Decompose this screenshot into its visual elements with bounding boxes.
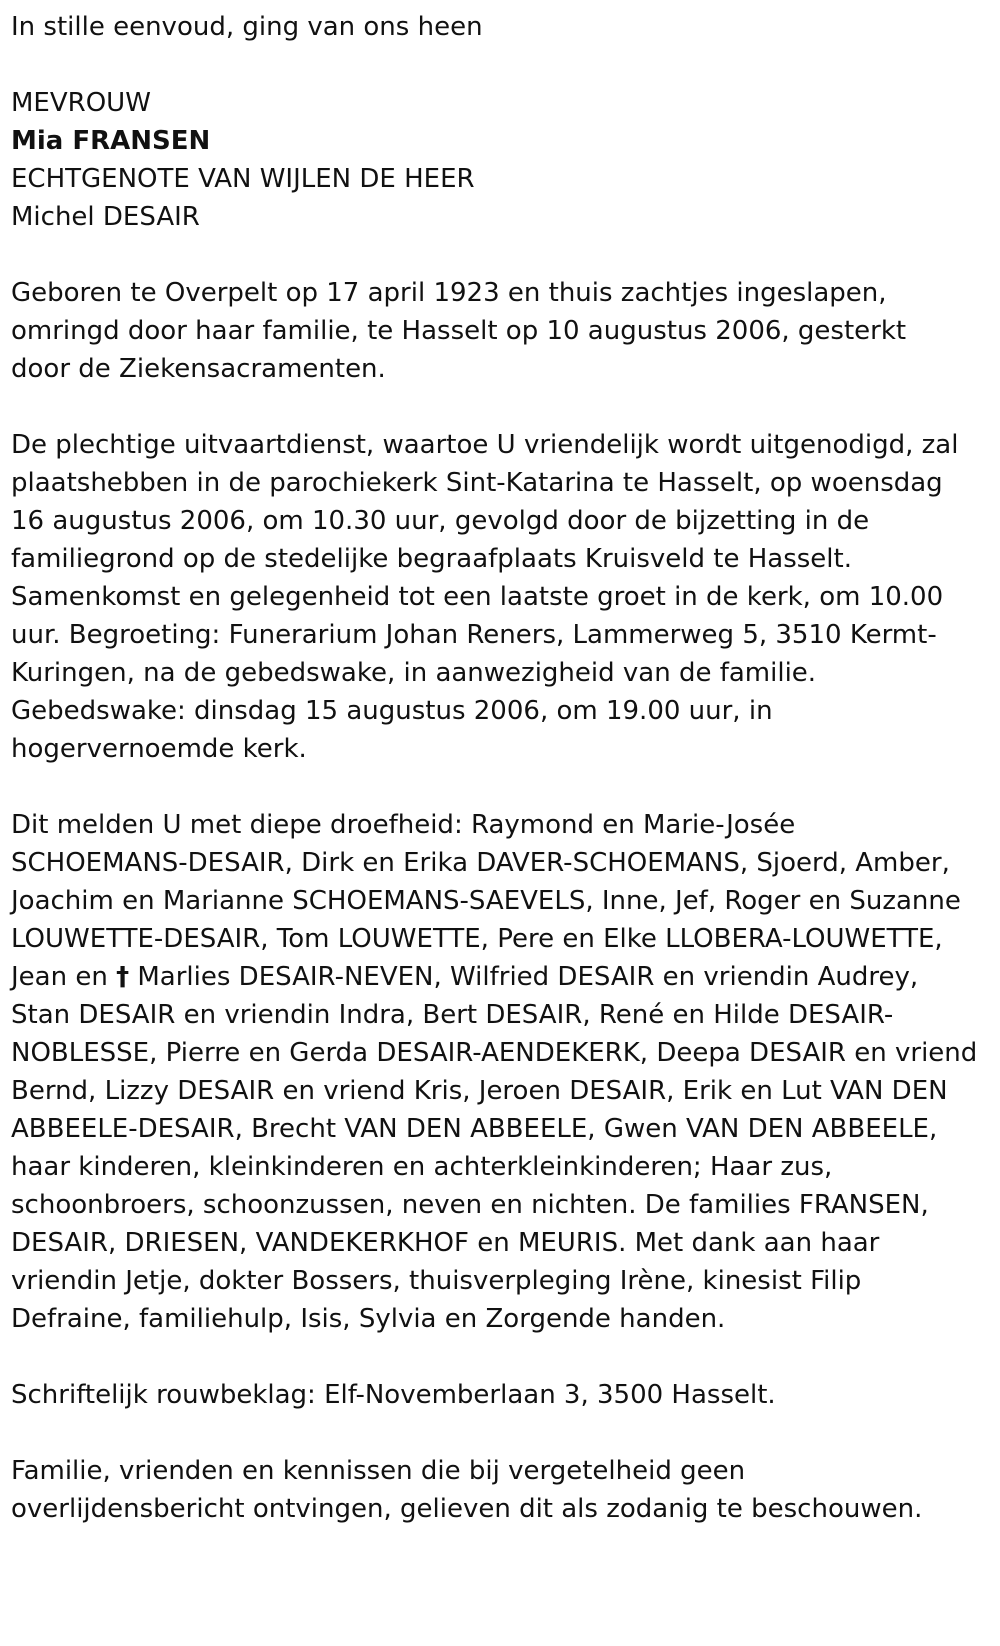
- spacer: [11, 388, 1000, 426]
- family-line: haar kinderen, kleinkinderen en achterkleinkinderen; Haar zus,: [11, 1152, 833, 1182]
- spacer: [11, 1338, 1000, 1376]
- birth-line: omringd door haar familie, te Hasselt op 10 augustus 2006, gesterkt: [11, 316, 907, 346]
- cross-line-start: Jean en: [11, 962, 117, 992]
- service-line: De plechtige uitvaartdienst, waartoe U vriendelijk wordt uitgenodigd, zal: [11, 430, 959, 460]
- spouse-name: Michel DESAIR: [11, 202, 200, 232]
- family-line: Stan DESAIR en vriendin Indra, Bert DESAIR, René en Hilde DESAIR-: [11, 1000, 894, 1030]
- family-line: Joachim en Marianne SCHOEMANS-SAEVELS, Inne, Jef, Roger en Suzanne: [11, 886, 961, 916]
- spacer: [11, 768, 1000, 806]
- family-line: NOBLESSE, Pierre en Gerda DESAIR-AENDEKERK, Deepa DESAIR en vriend: [11, 1038, 978, 1068]
- service-line: plaatshebben in de parochiekerk Sint-Katarina te Hasselt, op woensdag: [11, 468, 943, 498]
- service-line: Kuringen, na de gebedswake, in aanwezigheid van de familie.: [11, 658, 817, 688]
- cross-line-end: Marlies DESAIR-NEVEN, Wilfried DESAIR en vriendin Audrey,: [129, 962, 919, 992]
- family-line: DESAIR, DRIESEN, VANDEKERKHOF en MEURIS. Met dank aan haar: [11, 1228, 880, 1258]
- family-paragraph: [11, 806, 1000, 1338]
- family-line: Defraine, familiehulp, Isis, Sylvia en Zorgende handen.: [11, 1304, 726, 1334]
- closing-paragraph: [11, 1452, 1000, 1528]
- service-line: hogervernoemde kerk.: [11, 734, 307, 764]
- family-line-with-cross: [11, 958, 1000, 996]
- service-line: familiegrond op de stedelijke begraafplaats Kruisveld te Hasselt.: [11, 544, 852, 574]
- service-line: uur. Begroeting: Funerarium Johan Reners, Lammerweg 5, 3510 Kermt-: [11, 620, 937, 650]
- family-line: SCHOEMANS-DESAIR, Dirk en Erika DAVER-SCHOEMANS, Sjoerd, Amber,: [11, 848, 950, 878]
- service-line: 16 augustus 2006, om 10.30 uur, gevolgd door de bijzetting in de: [11, 506, 870, 536]
- service-line: Gebedswake: dinsdag 15 augustus 2006, om 19.00 uur, in: [11, 696, 773, 726]
- spacer: [11, 46, 1000, 84]
- spacer: [11, 236, 1000, 274]
- birth-paragraph: [11, 274, 1000, 388]
- closing-line: overlijdensbericht ontvingen, gelieven dit als zodanig te beschouwen.: [11, 1494, 923, 1524]
- closing-line: Familie, vrienden en kennissen die bij vergetelheid geen: [11, 1456, 746, 1486]
- service-paragraph: [11, 426, 1000, 768]
- family-line: Bernd, Lizzy DESAIR en vriend Kris, Jeroen DESAIR, Erik en Lut VAN DEN: [11, 1076, 948, 1106]
- deceased-name: Mia FRANSEN: [11, 126, 211, 156]
- family-line: vriendin Jetje, dokter Bossers, thuisverpleging Irène, kinesist Filip: [11, 1266, 862, 1296]
- spouse-label: ECHTGENOTE VAN WIJLEN DE HEER: [11, 164, 475, 194]
- family-line: schoonbroers, schoonzussen, neven en nichten. De families FRANSEN,: [11, 1190, 929, 1220]
- service-line: Samenkomst en gelegenheid tot een laatste groet in de kerk, om 10.00: [11, 582, 944, 612]
- family-line: ABBEELE-DESAIR, Brecht VAN DEN ABBEELE, Gwen VAN DEN ABBEELE,: [11, 1114, 938, 1144]
- family-line: LOUWETTE-DESAIR, Tom LOUWETTE, Pere en Elke LLOBERA-LOUWETTE,: [11, 924, 943, 954]
- spacer: [11, 1414, 1000, 1452]
- birth-line: door de Ziekensacramenten.: [11, 354, 386, 384]
- condolence-address: Schriftelijk rouwbeklag: Elf-Novemberlaan 3, 3500 Hasselt.: [11, 1380, 776, 1410]
- birth-line: Geboren te Overpelt op 17 april 1923 en thuis zachtjes ingeslapen,: [11, 278, 887, 308]
- intro-line: In stille eenvoud, ging van ons heen: [11, 12, 483, 42]
- family-line: Dit melden U met diepe droefheid: Raymond en Marie-Josée: [11, 810, 796, 840]
- title-prefix: MEVROUW: [11, 88, 151, 118]
- cross-icon: †: [116, 962, 130, 992]
